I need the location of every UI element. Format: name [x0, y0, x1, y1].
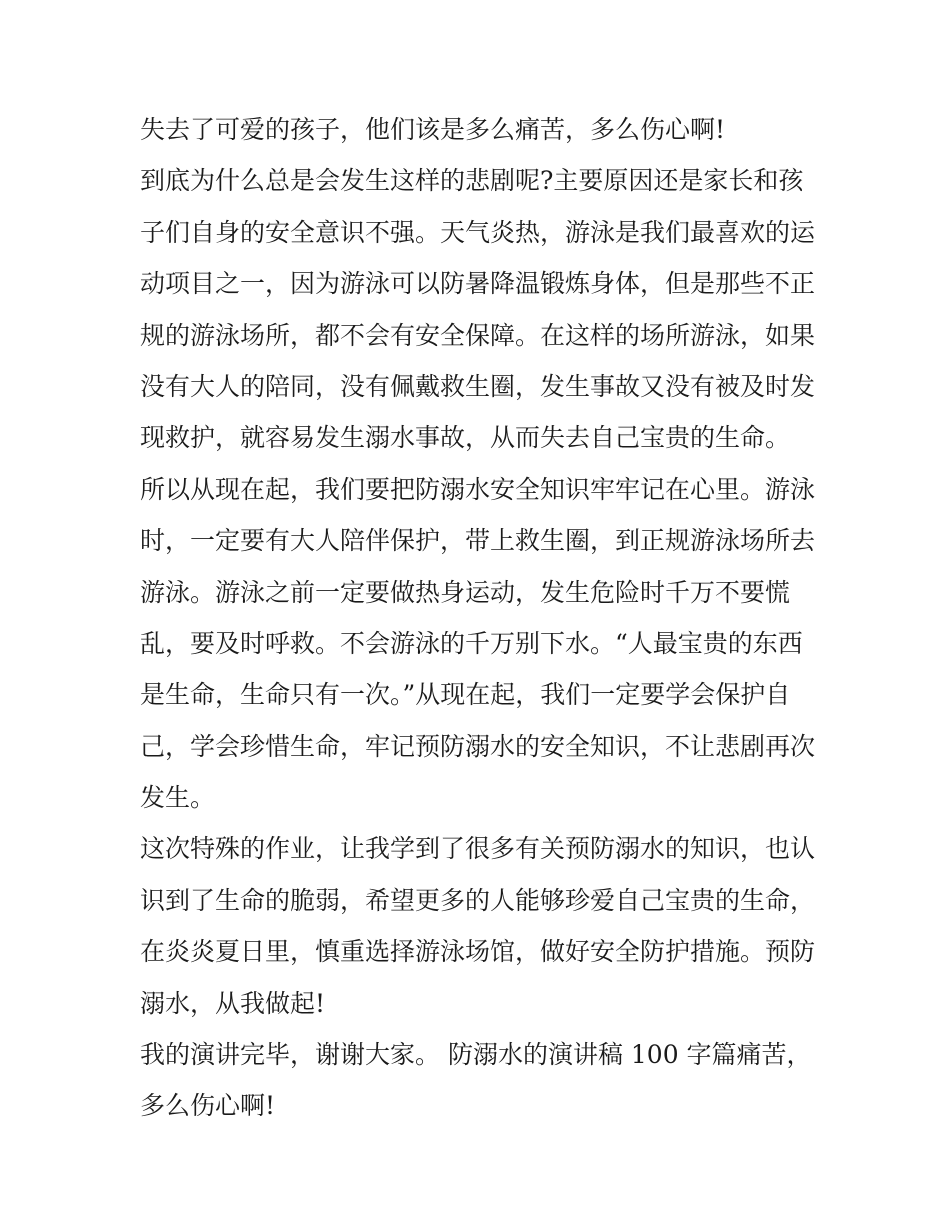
text-line: 规的游泳场所，都不会有安全保障。在这样的场所游泳，如果 — [140, 320, 816, 350]
text-line: 乱，要及时呼救。不会游泳的千万别下水。“人最宝贵的东西 — [140, 628, 803, 658]
text-line: 游泳。游泳之前一定要做热身运动，发生危险时千万不要慌 — [140, 577, 791, 607]
text-line: 现救护，就容易发生溺水事故，从而失去自己宝贵的生命。 — [140, 423, 791, 453]
text-line: 所以从现在起，我们要把防溺水安全知识牢牢记在心里。游泳 — [140, 474, 816, 504]
text-line: 到底为什么总是会发生这样的悲剧呢?主要原因还是家长和孩 — [140, 166, 804, 196]
text-line: 是生命，生命只有一次。”从现在起，我们一定要学会保护自 — [140, 680, 791, 710]
text-line: 没有大人的陪同，没有佩戴救生圈，发生事故又没有被及时发 — [140, 371, 816, 401]
text-line: 失去了可爱的孩子，他们该是多么痛苦，多么伤心啊! — [140, 115, 726, 144]
text-line: 这次特殊的作业，让我学到了很多有关预防溺水的知识，也认 — [140, 834, 816, 864]
text-line: 时，一定要有大人陪伴保护，带上救生圈，到正规游泳场所去 — [140, 526, 816, 556]
text-line: 子们自身的安全意识不强。天气炎热，游泳是我们最喜欢的运 — [140, 217, 816, 247]
text-line: 识到了生命的脆弱，希望更多的人能够珍爱自己宝贵的生命， — [140, 885, 816, 915]
text-line: 发生。 — [140, 783, 216, 813]
text-line: 己，学会珍惜生命，牢记预防溺水的安全知识，不让悲剧再次 — [140, 731, 816, 761]
text-line: 动项目之一，因为游泳可以防暑降温锻炼身体，但是那些不正 — [140, 269, 816, 299]
text-line: 我的演讲完毕，谢谢大家。 防溺水的演讲稿 100 字篇痛苦， — [140, 1040, 812, 1070]
text-line: 溺水，从我做起! — [140, 988, 326, 1018]
text-line: 在炎炎夏日里，慎重选择游泳场馆，做好安全防护措施。预防 — [140, 937, 816, 967]
text-line: 多么伤心啊! — [140, 1091, 276, 1121]
document-body — [140, 104, 820, 1132]
